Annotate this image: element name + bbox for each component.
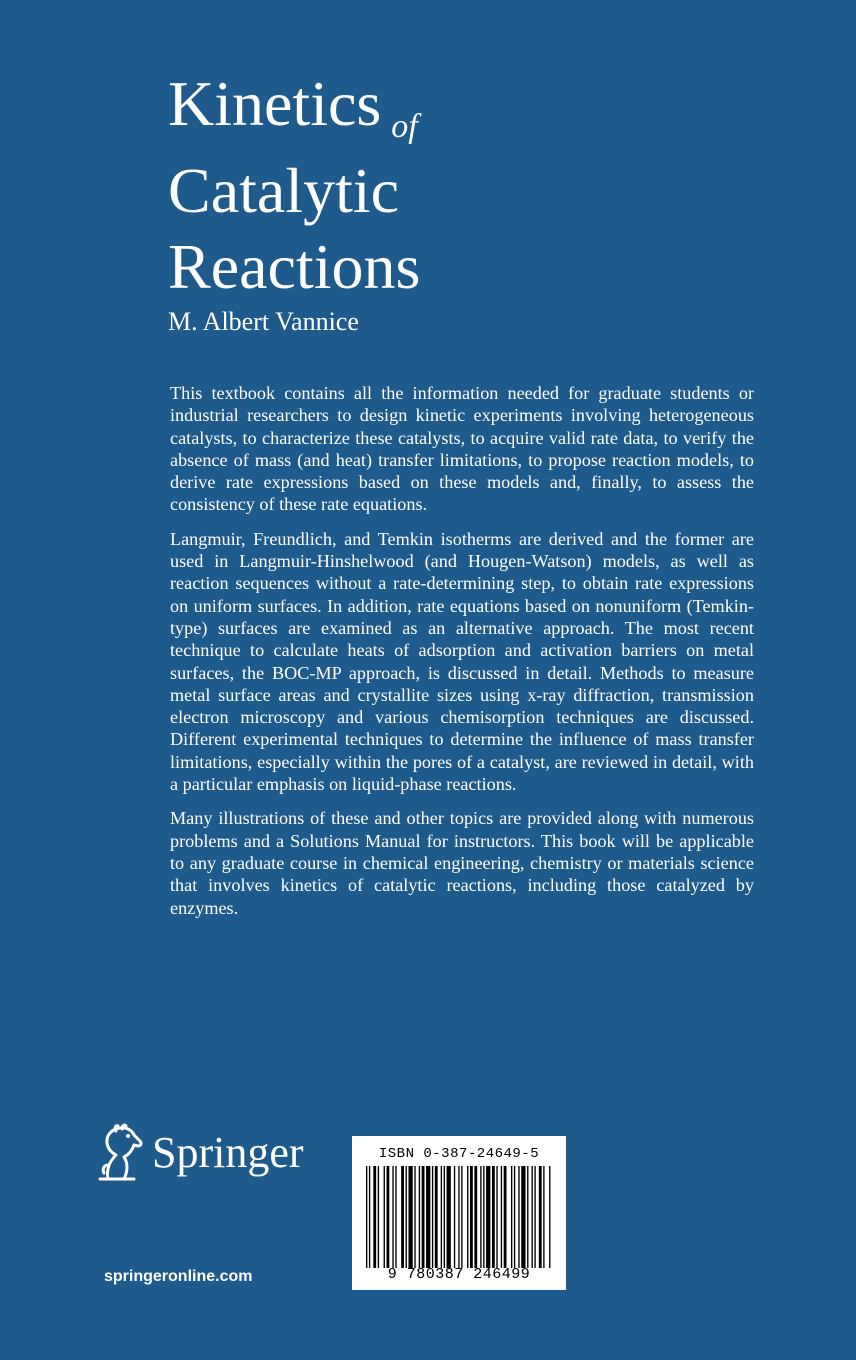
- barcode-bar: [454, 1166, 455, 1268]
- book-title: [168, 66, 688, 305]
- barcode-bar: [511, 1166, 512, 1268]
- isbn-barcode: [352, 1136, 566, 1290]
- barcode-bar: [373, 1166, 376, 1268]
- title-word-catalytic: Catalytic: [168, 155, 400, 226]
- barcode-bar: [401, 1166, 404, 1268]
- barcode-bar: [419, 1166, 420, 1268]
- barcode-bar: [492, 1166, 495, 1268]
- isbn-label: ISBN 0-387-24649-5: [378, 1146, 540, 1162]
- barcode-bar: [518, 1166, 519, 1268]
- barcode-bar: [387, 1166, 390, 1268]
- barcode-bar: [406, 1166, 407, 1268]
- barcode-bar: [414, 1166, 415, 1268]
- barcode-bar: [549, 1166, 550, 1268]
- barcode-bar: [378, 1166, 379, 1268]
- barcode-bar: [521, 1166, 525, 1268]
- barcode-bar: [461, 1166, 462, 1268]
- title-word-kinetics: Kinetics: [168, 68, 382, 139]
- barcode-bar: [408, 1166, 412, 1268]
- barcode-bar: [483, 1166, 484, 1268]
- barcode-bar: [527, 1166, 528, 1268]
- barcode-bar: [532, 1166, 533, 1268]
- barcode-bar: [392, 1166, 393, 1268]
- barcode-bar: [539, 1166, 542, 1268]
- barcode-bar: [441, 1166, 442, 1268]
- barcode-bar: [369, 1166, 370, 1268]
- title-line-1: [168, 66, 688, 153]
- barcode-bar: [501, 1166, 502, 1268]
- springer-horse-icon: [94, 1123, 146, 1183]
- barcode-bar: [467, 1166, 468, 1268]
- barcode-bar: [486, 1166, 490, 1268]
- barcode-bar: [514, 1166, 515, 1268]
- author-name: M. Albert Vannice: [168, 307, 359, 336]
- publisher-name: Springer: [152, 1128, 304, 1177]
- barcode-bar: [435, 1166, 438, 1268]
- barcode-bar: [534, 1166, 535, 1268]
- barcode-bar: [384, 1166, 385, 1268]
- barcode-bar: [366, 1166, 367, 1268]
- barcode-bar: [444, 1166, 445, 1268]
- barcode-bar: [543, 1166, 544, 1268]
- barcode-digits: 9 780387 246499: [387, 1266, 531, 1283]
- barcode-bar: [470, 1166, 473, 1268]
- barcode-bar: [480, 1166, 481, 1268]
- barcode-bars: [366, 1166, 552, 1268]
- barcode-bar: [496, 1166, 497, 1268]
- publisher-website: springeronline.com: [104, 1268, 253, 1285]
- barcode-bar: [422, 1166, 425, 1268]
- book-description: [170, 382, 754, 931]
- description-paragraph-3: Many illustrations of these and other topics are provided along with numerous problems and a Solutions Manual for instructors. This book will be applicable to any graduate course in chemical engineering, chemistry or materials science that involves kinetics of catalytic reactions, including those catalyzed by enzymes.: [170, 808, 754, 918]
- barcode-bar: [474, 1166, 477, 1268]
- barcode-bar: [395, 1166, 396, 1268]
- title-word-reactions: Reactions: [168, 231, 421, 302]
- barcode-bar: [432, 1166, 433, 1268]
- title-word-of: of: [391, 108, 418, 145]
- barcode-bar: [447, 1166, 451, 1268]
- barcode-bar: [458, 1166, 459, 1268]
- springer-logo: [94, 1122, 304, 1184]
- barcode-bar: [504, 1166, 507, 1268]
- description-paragraph-1: This textbook contains all the information needed for graduate students or industrial researchers to design kinetic experiments involving heterogeneous catalysts, to characterize these catalysts, to acquire valid rate data, to verify the absence of mass (and heat) transfer limitations, to propose reaction models, to derive rate expressions based on these models and, finally, to assess the consistency of these rate equations.: [170, 383, 754, 515]
- barcode-bar: [426, 1166, 430, 1268]
- description-paragraph-2: Langmuir, Freundlich, and Temkin isotherms are derived and the former are used in Langmuir-Hinshelwood (and Hougen-Watson) models, as well as reaction sequences without a rate-determining step, to obtain rate expressions on uniform surfaces. In addition, rate equations based on nonuniform (Temkin-type) surfaces are examined as an alternative approach. The most recent technique to calculate heats of adsorption and activation barriers on metal surfaces, the BOC-MP approach, is discussed in detail. Methods to measure metal surface areas and crystallite sizes using x-ray diffraction, transmission electron microscopy and various chemisorption techniques are discussed. Different experimental techniques to determine the influence of mass transfer limitations, especially within the pores of a catalyst, are reviewed in detail, with a particular emphasis on liquid-phase reactions.: [170, 528, 754, 795]
